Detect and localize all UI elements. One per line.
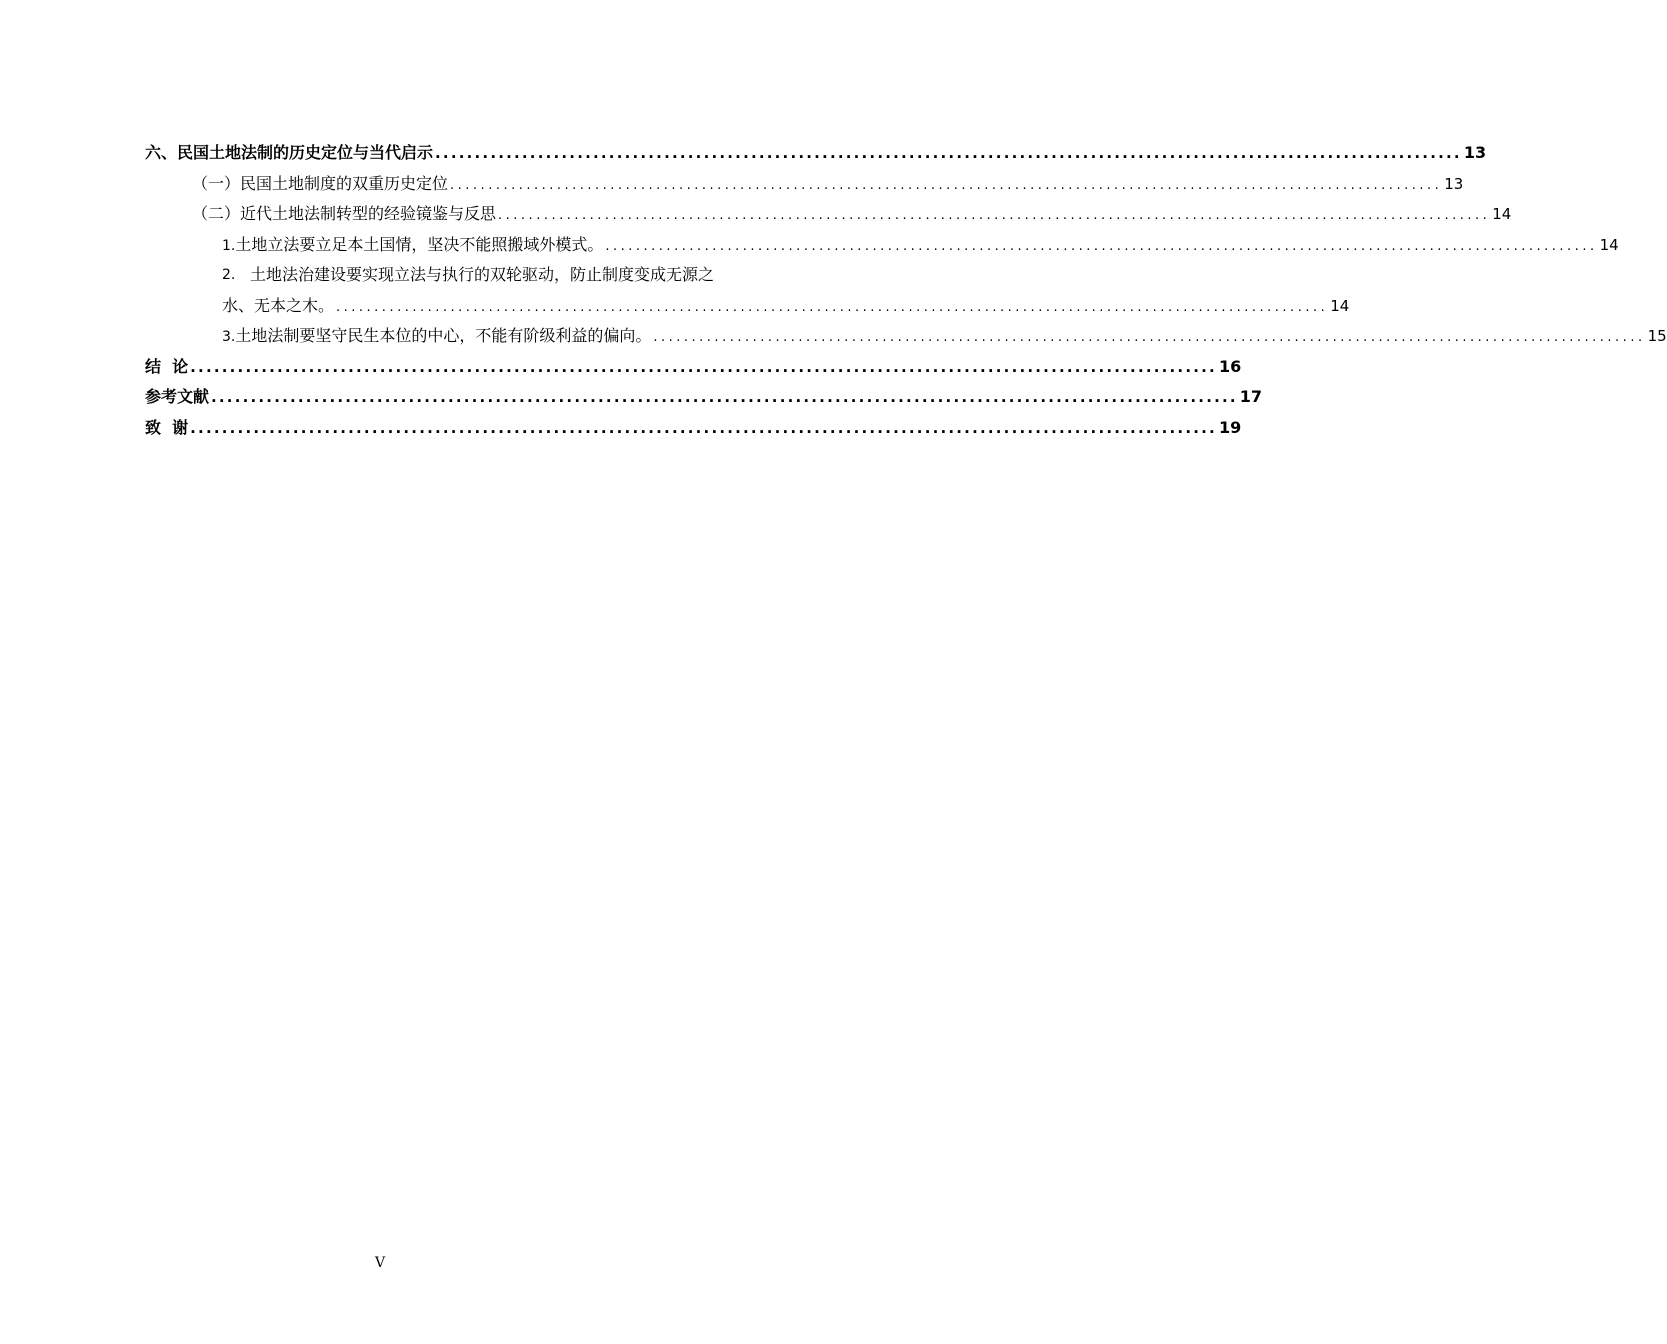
toc-leader-dots: .................................................................................................................................. — [605, 238, 1598, 254]
toc-entry-page: 14 — [1330, 296, 1350, 315]
toc-entry-number: 3. — [222, 329, 236, 345]
page-number: V — [374, 1255, 386, 1271]
toc-entry-number: 2. — [222, 267, 236, 283]
toc-entry-item-3[interactable] — [145, 321, 1667, 352]
toc-entry-item-1[interactable] — [145, 230, 1619, 261]
toc-entry-title-line-2: 水、无本之木。 — [222, 295, 335, 315]
toc-leader-dots: .................................................................................................................................. — [498, 208, 1491, 223]
toc-leader-dots: .................................................................................................................................. — [435, 144, 1462, 162]
toc-entry-title: 民国土地制度的双重历史定位 — [240, 173, 449, 193]
toc-leader-dots: .................................................................................................................................. — [211, 388, 1238, 406]
toc-entry-number: （二） — [192, 204, 241, 223]
toc-entry-title: 致 谢 — [145, 417, 189, 437]
toc-entry-page: 16 — [1218, 356, 1242, 376]
toc-entry-page: 13 — [1444, 174, 1464, 193]
toc-entry-item-2[interactable] — [145, 260, 912, 291]
toc-entry-number: （一） — [192, 173, 241, 193]
toc-entry-number: 1. — [222, 237, 236, 254]
toc-entry-page: 17 — [1239, 387, 1263, 406]
toc-entry-page: 13 — [1463, 143, 1487, 162]
toc-leader-dots: .................................................................................................................................. — [190, 357, 1217, 376]
toc-entry-title: 参考文献 — [145, 387, 210, 406]
toc-entry-title-line-1: 土地法治建设要实现立法与执行的双轮驱动，防止制度变成无源之 — [250, 265, 715, 284]
toc-entry-page: 14 — [1492, 205, 1512, 223]
toc-entry-references[interactable] — [145, 382, 1263, 413]
toc-entry-section-6-2[interactable] — [145, 199, 1512, 230]
toc-entry-number: 六、 — [145, 143, 178, 162]
toc-entry-page: 15 — [1647, 327, 1667, 345]
toc-leader-dots: .................................................................................................................................. — [336, 299, 1329, 315]
toc-entry-title: 近代土地法制转型的经验镜鉴与反思 — [240, 204, 497, 223]
toc-entry-title: 土地立法要立足本土国情，坚决不能照搬域外模式。 — [235, 234, 604, 254]
toc-entry-acknowledgements[interactable] — [145, 413, 1242, 444]
toc-entry-title: 土地法制要坚守民生本位的中心，不能有阶级利益的偏向。 — [235, 326, 652, 345]
toc-entry-title: 民国土地法制的历史定位与当代启示 — [177, 143, 434, 162]
toc-leader-dots: .................................................................................................................................. — [190, 418, 1217, 437]
toc-entry-title: 结 论 — [145, 356, 189, 376]
toc-entry-page: 14 — [1599, 235, 1619, 254]
table-of-contents — [145, 138, 1667, 443]
toc-entry-item-2-continued[interactable] — [145, 291, 1350, 322]
toc-entry-section-6-1[interactable] — [145, 169, 1464, 200]
toc-entry-page: 19 — [1218, 417, 1242, 437]
toc-entry-conclusion[interactable] — [145, 352, 1242, 383]
toc-leader-dots: .................................................................................................................................. — [450, 177, 1443, 193]
toc-leader-dots: .................................................................................................................................. — [653, 330, 1646, 345]
toc-entry-chapter-6[interactable] — [145, 138, 1487, 169]
